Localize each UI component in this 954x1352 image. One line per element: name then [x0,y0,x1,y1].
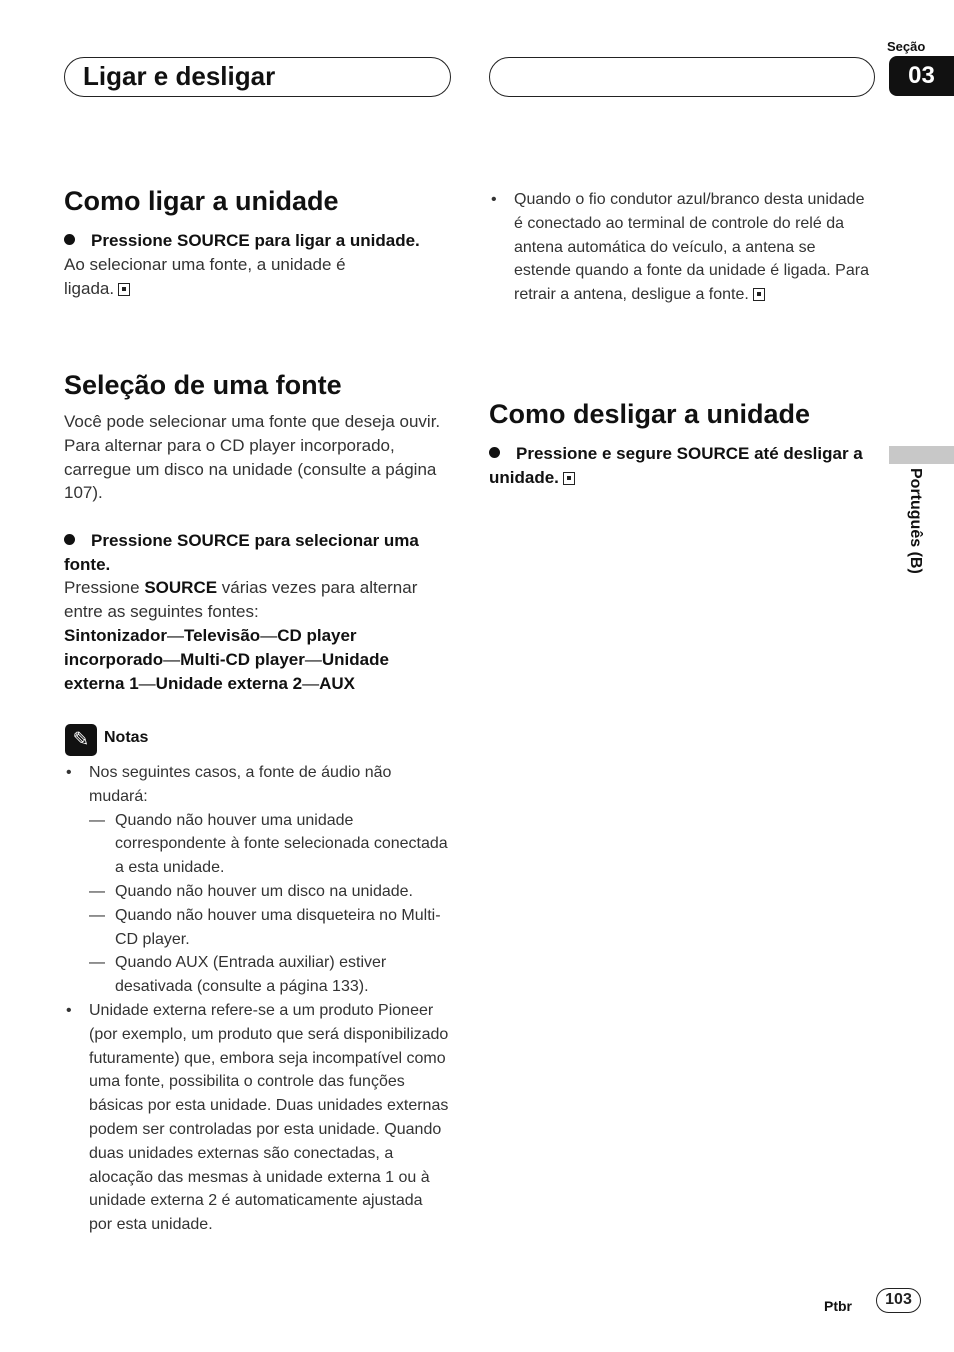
section-title-selecao: Seleção de uma fonte [64,370,342,400]
step-selecao [64,529,454,577]
end-mark-icon [118,283,130,296]
list-item: — Quando não houver um disco na unidade. [89,880,449,904]
section-title-desligar: Como desligar a unidade [489,399,811,429]
bullet-icon [64,234,75,245]
source-item: AUX [319,673,356,693]
step-desligar-text: Pressione e segure SOURCE até desligar a unidade. [489,444,863,487]
source-item: Unidade externa 1 [64,649,389,693]
source-item: Multi-CD player [180,649,305,669]
bullet-icon [64,534,75,545]
note-2-text: Unidade externa refere-se a um produto Pioneer (por exemplo, um produto que será disponibilizado futuramente) que, embora seja incompatível como uma fonte, possibilita o controle das funções básicas por esta unidade. Duas unidades externas podem ser controladas por esta unidade. Quando duas unidades externas são conectadas, a alocação das mesmas à unidade externa 1 ou à unidade externa 2 é automaticamente ajustada por esta unidade. [89,1001,449,1234]
source-item: Unidade externa 2 [155,673,303,693]
header-empty-box [489,57,875,97]
note-1-sublist [89,809,449,999]
note-1-text: Nos seguintes casos, a fonte de áudio não mudará: [89,764,392,805]
source-item: CD player incorporado [64,626,357,669]
source-separator: — [304,649,322,669]
body-selecao-pre: Pressione [64,578,145,597]
page-number: 103 [876,1288,921,1313]
step-ligar [64,229,464,253]
list-item: — Quando não houver uma disqueteira no Multi-CD player. [89,904,449,952]
body-selecao [64,576,454,624]
end-mark-icon [753,288,765,301]
end-mark-icon [563,472,575,485]
source-separator: — [260,626,278,645]
body-selecao-key: SOURCE [144,578,218,597]
chapter-title-box [64,57,451,97]
source-item: Televisão [183,626,261,645]
source-item: Sintonizador [64,626,167,645]
source-separator: — [163,649,181,669]
body-ligar-text: Ao selecionar uma fonte, a unidade é ligada. [64,255,346,298]
section-title-ligar: Como ligar a unidade [64,186,339,216]
right-bullet-list [489,188,874,307]
intro-selecao: Você pode selecionar uma fonte que deseja ouvir. Para alternar para o CD player incorporado, carregue um disco na unidade (consulte a página 107). [64,412,441,503]
notes-title: Notas [104,729,149,746]
section-number: 03 [889,56,954,96]
body-selecao-post: várias vezes para alternar entre as seguintes fontes: [64,578,418,621]
notes-list [64,761,449,1237]
chapter-title: Ligar e desligar [83,61,276,91]
bullet-icon [489,447,500,458]
side-tab [889,446,954,464]
section-label: Seção [887,39,926,54]
source-separator: — [138,673,156,693]
list-item: — Quando AUX (Entrada auxiliar) estiver desativada (consulte a página 133). [89,951,449,999]
source-separator: — [166,626,184,645]
list-item [489,188,874,307]
pencil-icon: ✎ [65,724,97,756]
sources-list [64,624,454,695]
list-item [64,999,449,1237]
body-ligar [64,253,394,301]
step-selecao-text: Pressione SOURCE para selecionar uma fonte. [64,531,419,574]
list-item: — Quando não houver uma unidade correspondente à fonte selecionada conectada a esta unidade. [89,809,449,880]
footer-lang-code: Ptbr [824,1298,852,1314]
side-tab-language: Português (B) [907,468,924,574]
antenna-note-text: Quando o fio condutor azul/branco desta unidade é conectado ao terminal de controle do relé da antena automática do veículo, a antena se estende quando a fonte da unidade é ligada. Para retrair a antena, desligue a fonte. [514,191,869,304]
step-ligar-text: Pressione SOURCE para ligar a unidade. [91,231,420,250]
list-item [64,761,449,999]
step-desligar [489,442,884,490]
source-separator: — [302,673,320,693]
